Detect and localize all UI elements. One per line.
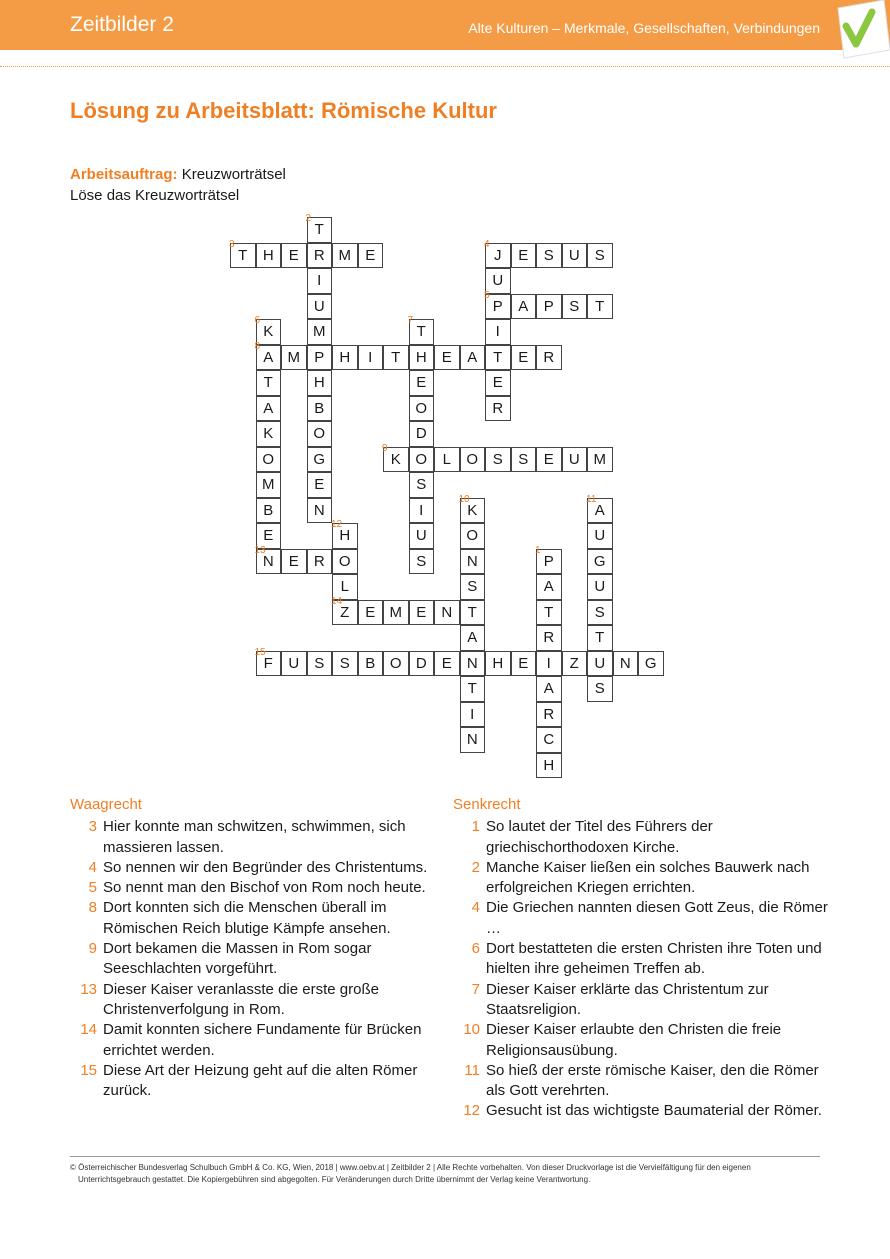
crossword-clue-number: 3: [229, 238, 235, 250]
crossword-cell[interactable]: N: [460, 549, 486, 575]
crossword-cell[interactable]: R: [536, 345, 562, 371]
crossword-cell[interactable]: T: [256, 370, 282, 396]
task-label: Arbeitsauftrag:: [70, 166, 178, 183]
crossword-cell[interactable]: T: [587, 625, 613, 651]
crossword-cell[interactable]: F: [256, 651, 282, 677]
crossword-cell[interactable]: U: [409, 523, 435, 549]
clue-item: [453, 1061, 833, 1102]
crossword-cell[interactable]: S: [307, 651, 333, 677]
crossword-clue-number: 1: [535, 544, 541, 556]
crossword-cell[interactable]: N: [434, 600, 460, 626]
crossword-cell[interactable]: S: [485, 447, 511, 473]
clue-number: 11: [464, 1061, 480, 1079]
task-value: Kreuzworträtsel: [181, 166, 286, 183]
clue-item: [453, 898, 833, 939]
brand-title: Zeitbilder 2: [70, 13, 174, 36]
crossword-cell[interactable]: S: [460, 574, 486, 600]
crossword-cell[interactable]: D: [409, 651, 435, 677]
crossword-cell[interactable]: O: [332, 549, 358, 575]
clue-text: Dieser Kaiser erlaubte den Christen die freie Religionsausübung.: [486, 1021, 782, 1059]
crossword-cell[interactable]: E: [358, 600, 384, 626]
clue-text: Dieser Kaiser veranlasste die erste große Christenverfolgung in Rom.: [103, 980, 379, 1018]
crossword-cell[interactable]: A: [256, 396, 282, 422]
crossword-cell[interactable]: T: [485, 345, 511, 371]
clue-item: [70, 817, 440, 858]
clue-number: 12: [463, 1102, 480, 1120]
crossword-cell[interactable]: U: [562, 447, 588, 473]
clue-text: So hieß der erste römische Kaiser, den die Römer als Gott verehrten.: [486, 1061, 819, 1100]
clue-text: Dieser Kaiser erklärte das Christentum zur Staatsreligion.: [486, 980, 769, 1018]
crossword-cell[interactable]: E: [511, 651, 537, 677]
crossword-cell[interactable]: M: [587, 447, 613, 473]
crossword-cell[interactable]: R: [307, 243, 333, 269]
crossword-clue-number: 14: [331, 595, 343, 607]
crossword-cell[interactable]: A: [256, 345, 282, 371]
crossword-cell[interactable]: O: [460, 447, 486, 473]
clue-item: [70, 1061, 440, 1102]
crossword-cell[interactable]: K: [460, 498, 486, 524]
crossword-cell[interactable]: T: [460, 676, 486, 702]
crossword-cell[interactable]: E: [536, 447, 562, 473]
crossword-cell[interactable]: P: [485, 294, 511, 320]
crossword-cell[interactable]: J: [485, 243, 511, 269]
clue-item: [453, 980, 833, 1021]
clue-number: 14: [80, 1021, 97, 1039]
crossword-cell[interactable]: U: [307, 294, 333, 320]
crossword-clue-number: 5: [484, 289, 490, 301]
crossword-clue-number: 11: [586, 493, 597, 505]
crossword-cell[interactable]: T: [307, 217, 333, 243]
crossword-cell[interactable]: M: [332, 243, 358, 269]
clue-number: 7: [471, 980, 480, 998]
crossword-cell[interactable]: B: [256, 498, 282, 524]
down-heading: Senkrecht: [453, 796, 521, 813]
crossword-cell[interactable]: O: [409, 396, 435, 422]
crossword-cell[interactable]: N: [256, 549, 282, 575]
crossword-cell[interactable]: E: [434, 345, 460, 371]
clue-text: Gesucht ist das wichtigste Baumaterial der Römer.: [486, 1102, 822, 1120]
clue-number: 13: [80, 980, 97, 998]
crossword-cell[interactable]: I: [536, 651, 562, 677]
crossword-cell[interactable]: G: [587, 549, 613, 575]
crossword-cell[interactable]: U: [587, 574, 613, 600]
crossword-cell[interactable]: R: [536, 702, 562, 728]
crossword-cell[interactable]: E: [511, 243, 537, 269]
clue-text: So nennt man den Bischof von Rom noch heute.: [103, 879, 426, 897]
clue-item: [453, 817, 833, 858]
crossword-cell[interactable]: P: [536, 549, 562, 575]
crossword-cell[interactable]: L: [332, 574, 358, 600]
crossword-cell[interactable]: Z: [562, 651, 588, 677]
crossword-cell[interactable]: N: [613, 651, 639, 677]
crossword-cell[interactable]: E: [511, 345, 537, 371]
crossword-cell[interactable]: E: [409, 600, 435, 626]
clue-text: Manche Kaiser ließen ein solches Bauwerk nach erfolgreichen Kriegen errichten.: [486, 858, 810, 897]
clue-number: 9: [88, 940, 97, 958]
clue-text: Diese Art der Heizung geht auf die alten Römer zurück.: [103, 1061, 418, 1100]
crossword-clue-number: 12: [331, 519, 343, 530]
clue-item: [453, 939, 833, 980]
crossword-cell[interactable]: A: [460, 345, 486, 371]
clue-number: 1: [471, 818, 480, 836]
clue-text: Die Griechen nannten diesen Gott Zeus, die Römer …: [486, 899, 828, 937]
crossword-cell[interactable]: E: [281, 549, 307, 575]
crossword-cell[interactable]: S: [409, 549, 435, 575]
crossword-cell[interactable]: I: [460, 702, 486, 728]
crossword-cell[interactable]: H: [332, 345, 358, 371]
crossword-cell[interactable]: T: [409, 319, 435, 345]
clue-item: [70, 1020, 440, 1061]
down-clues: [453, 795, 833, 1122]
crossword-cell[interactable]: B: [358, 651, 384, 677]
page-title: Lösung zu Arbeitsblatt: Römische Kultur: [70, 98, 497, 123]
crossword-cell[interactable]: E: [307, 472, 333, 498]
clue-text: Dort bestatteten die ersten Christen ihre Toten und hielten ihre geheimen Treffen ab.: [486, 940, 822, 978]
crossword-cell[interactable]: C: [536, 727, 562, 753]
crossword-cell[interactable]: E: [256, 523, 282, 549]
clue-text: Dort bekamen die Massen in Rom sogar Seeschlachten vorgeführt.: [103, 940, 372, 978]
crossword-cell[interactable]: T: [460, 600, 486, 626]
crossword-clue-number: 13: [254, 544, 266, 556]
crossword-cell[interactable]: I: [409, 498, 435, 524]
checkmark-logo-icon: [832, 0, 890, 62]
crossword-cell[interactable]: A: [511, 294, 537, 320]
crossword-cell[interactable]: G: [307, 447, 333, 473]
crossword-clue-number: 2: [305, 213, 312, 224]
clue-item: [70, 939, 440, 980]
crossword-cell[interactable]: P: [536, 294, 562, 320]
crossword-cell[interactable]: E: [358, 243, 384, 269]
crossword-cell[interactable]: I: [307, 268, 333, 294]
across-clues: [70, 795, 440, 1101]
crossword-cell[interactable]: E: [409, 370, 435, 396]
crossword-cell[interactable]: O: [409, 447, 435, 473]
crossword-cell[interactable]: G: [638, 651, 664, 677]
crossword-cell[interactable]: U: [587, 523, 613, 549]
crossword-cell[interactable]: T: [383, 345, 409, 371]
crossword-cell[interactable]: N: [460, 727, 486, 753]
crossword-cell[interactable]: O: [256, 447, 282, 473]
crossword-cell[interactable]: Z: [332, 600, 358, 626]
footer-divider: [70, 1156, 820, 1157]
crossword-cell[interactable]: K: [256, 421, 282, 447]
crossword-cell[interactable]: K: [383, 447, 409, 473]
crossword-cell[interactable]: S: [587, 600, 613, 626]
crossword-cell[interactable]: E: [281, 243, 307, 269]
clue-number: 15: [80, 1061, 97, 1079]
crossword-cell[interactable]: O: [460, 523, 486, 549]
header-divider: [0, 66, 890, 67]
across-heading: Waagrecht: [70, 796, 142, 813]
clue-number: 10: [463, 1021, 480, 1039]
clue-text: Dort konnten sich die Menschen überall im Römischen Reich blutige Kämpfe ansehen.: [103, 899, 391, 937]
crossword-cell[interactable]: H: [332, 523, 358, 549]
crossword-cell[interactable]: M: [383, 600, 409, 626]
crossword-cell[interactable]: S: [587, 676, 613, 702]
crossword-cell[interactable]: U: [587, 651, 613, 677]
chapter-topic: Alte Kulturen – Merkmale, Gesellschaften, Verbindungen: [468, 20, 820, 36]
crossword-cell[interactable]: S: [587, 243, 613, 269]
crossword-cell[interactable]: R: [485, 396, 511, 422]
crossword-cell[interactable]: S: [562, 294, 588, 320]
crossword-cell[interactable]: T: [587, 294, 613, 320]
crossword-cell[interactable]: E: [434, 651, 460, 677]
clue-number: 8: [88, 899, 97, 917]
clue-text: Damit konnten sichere Fundamente für Brücken errichtet werden.: [103, 1021, 422, 1059]
crossword-cell[interactable]: O: [383, 651, 409, 677]
clue-item: [70, 858, 440, 878]
clue-number: 2: [471, 858, 480, 876]
clue-text: So lautet der Titel des Führers der griechischorthodoxen Kirche.: [486, 818, 713, 856]
crossword-clue-number: 8: [254, 340, 261, 352]
crossword-cell[interactable]: M: [256, 472, 282, 498]
crossword-cell[interactable]: O: [307, 421, 333, 447]
clue-item: [453, 1020, 833, 1061]
crossword-cell[interactable]: I: [485, 319, 511, 345]
clue-item: [70, 980, 440, 1021]
crossword-cell[interactable]: E: [485, 370, 511, 396]
crossword-cell[interactable]: D: [409, 421, 435, 447]
clue-number: 3: [88, 818, 97, 836]
crossword-cell[interactable]: N: [460, 651, 486, 677]
crossword-cell[interactable]: I: [358, 345, 384, 371]
copyright-footer: [70, 1162, 830, 1186]
clue-item: [70, 898, 440, 939]
crossword-cell[interactable]: A: [460, 625, 486, 651]
crossword-cell[interactable]: H: [307, 370, 333, 396]
crossword-cell[interactable]: U: [281, 651, 307, 677]
crossword-cell[interactable]: L: [434, 447, 460, 473]
crossword-cell[interactable]: S: [536, 243, 562, 269]
clue-item: [453, 1101, 833, 1121]
clue-number: 6: [471, 940, 480, 958]
crossword-cell[interactable]: M: [307, 319, 333, 345]
crossword-cell[interactable]: H: [409, 345, 435, 371]
clue-number: 4: [471, 899, 480, 917]
crossword-cell[interactable]: A: [536, 676, 562, 702]
crossword-clue-number: 4: [484, 238, 490, 250]
crossword-cell[interactable]: T: [230, 243, 256, 269]
clue-text: Hier konnte man schwitzen, schwimmen, sich massieren lassen.: [103, 818, 406, 856]
crossword-clue-number: 10: [458, 493, 470, 505]
crossword-cell[interactable]: H: [536, 753, 562, 779]
clue-item: [70, 878, 440, 898]
crossword-cell[interactable]: U: [562, 243, 588, 269]
crossword-cell[interactable]: S: [332, 651, 358, 677]
clue-number: 4: [88, 858, 97, 876]
footer-line-2: Unterrichtsgebrauch gestattet. Die Kopiergebühren sind abgegolten. Für Veränderungen durch Dritte übernimmt der Verlag keine Verantwortung.: [78, 1175, 591, 1184]
page-header: [0, 0, 890, 50]
crossword-cell[interactable]: S: [511, 447, 537, 473]
crossword-clue-number: 7: [407, 315, 414, 326]
crossword-cell[interactable]: A: [536, 574, 562, 600]
crossword-cell[interactable]: M: [281, 345, 307, 371]
crossword-cell[interactable]: R: [536, 625, 562, 651]
crossword-cell[interactable]: T: [536, 600, 562, 626]
crossword-clue-number: 9: [382, 442, 388, 454]
crossword-cell[interactable]: A: [587, 498, 613, 524]
crossword-cell[interactable]: H: [256, 243, 282, 269]
crossword-cell[interactable]: K: [256, 319, 282, 345]
crossword-clue-number: 15: [254, 646, 266, 658]
clue-text: So nennen wir den Begründer des Christentums.: [103, 858, 428, 876]
crossword-cell[interactable]: U: [485, 268, 511, 294]
crossword-cell[interactable]: R: [307, 549, 333, 575]
task-instruction: Löse das Kreuzworträtsel: [70, 187, 240, 204]
task-block: [70, 164, 286, 206]
crossword-cell[interactable]: N: [307, 498, 333, 524]
crossword-cell[interactable]: S: [409, 472, 435, 498]
crossword-cell[interactable]: B: [307, 396, 333, 422]
clue-item: [453, 858, 833, 899]
footer-line-1: © Österreichischer Bundesverlag Schulbuch GmbH & Co. KG, Wien, 2018 | www.oebv.at | Zeitbilder 2 | Alle Rechte vorbehalten. Von dieser Druckvorlage ist die Vervielfältigung für den eigenen: [70, 1163, 751, 1172]
crossword-cell[interactable]: P: [307, 345, 333, 371]
crossword-clue-number: 6: [254, 315, 261, 326]
crossword-cell[interactable]: H: [485, 651, 511, 677]
clue-number: 5: [88, 879, 97, 897]
